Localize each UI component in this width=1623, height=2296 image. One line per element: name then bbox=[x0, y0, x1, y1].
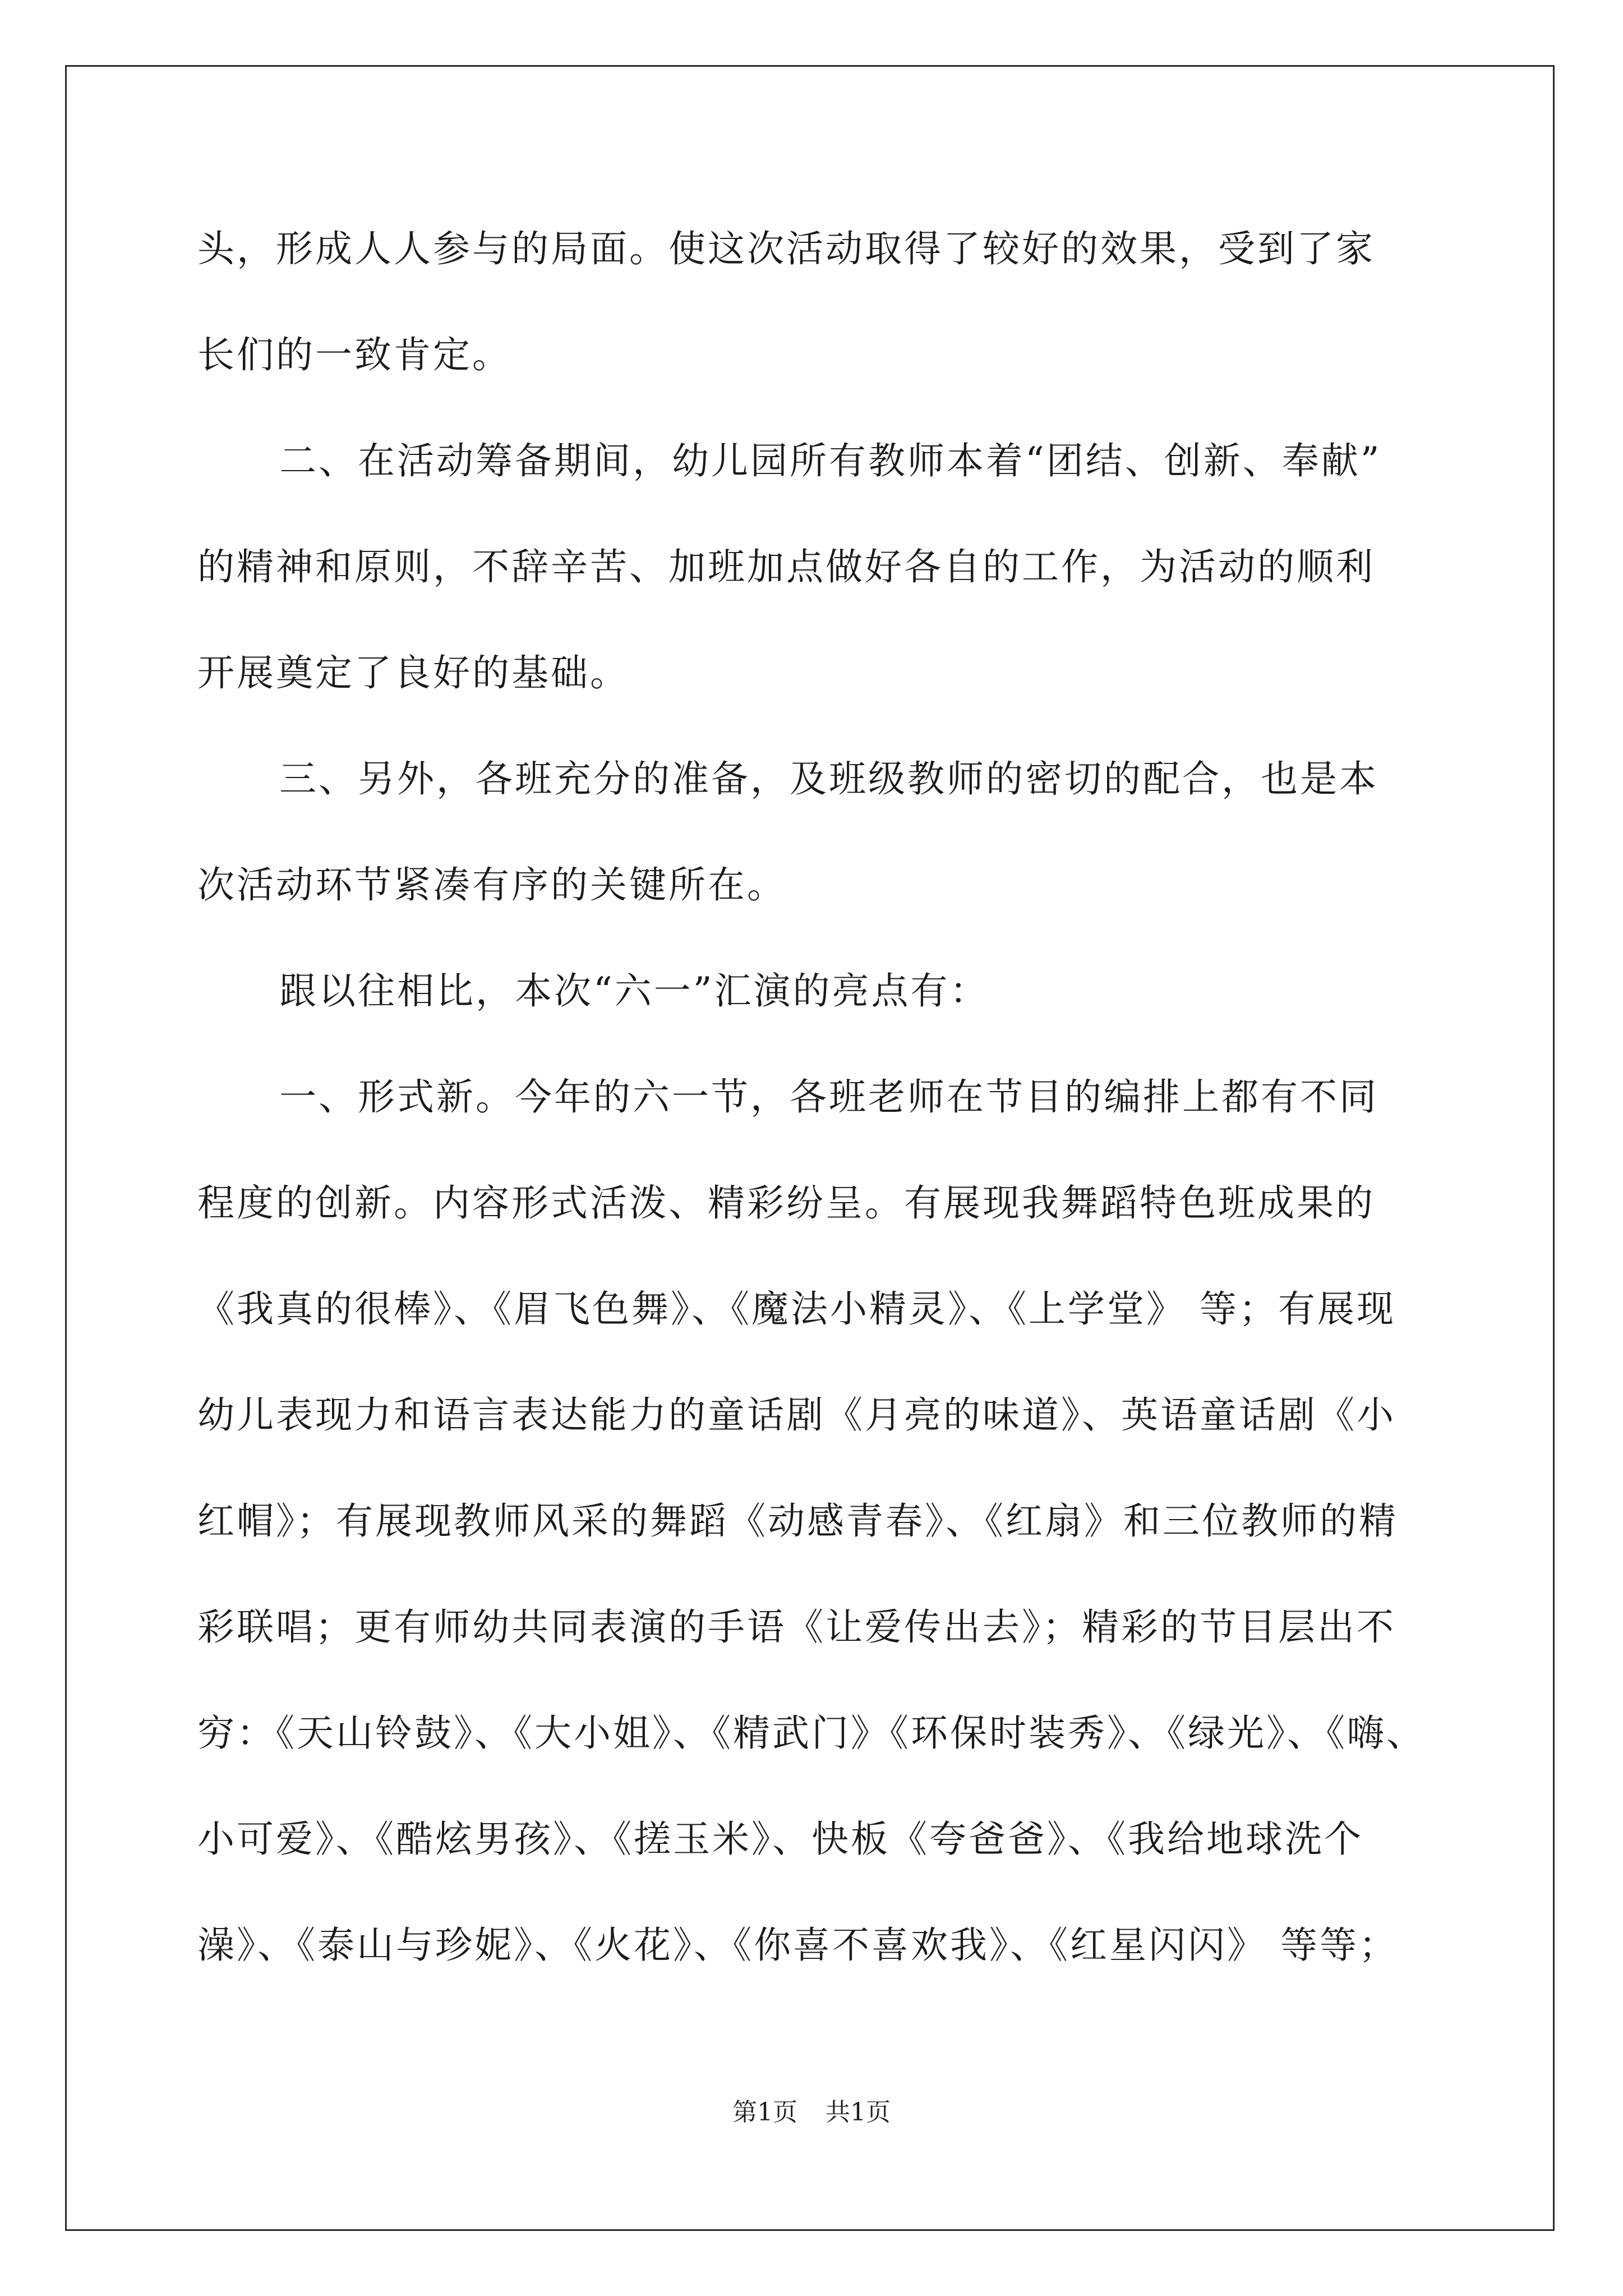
paragraph-start-line: 三、另外，各班充分的准备，及班级教师的密切的配合，也是本 bbox=[279, 757, 1378, 800]
document-body bbox=[197, 220, 1442, 2022]
page-number: 第1页 bbox=[732, 2098, 797, 2127]
text-line: 次活动环节紧凑有序的关键所在。 bbox=[197, 863, 786, 907]
text-line: 澡》、《泰山与珍妮》、《火花》、《你喜不喜欢我》、《红星闪闪》 等等； bbox=[197, 1924, 1398, 1967]
text-line: 开展奠定了良好的基础。 bbox=[197, 651, 629, 694]
text-line: 长们的一致肯定。 bbox=[197, 333, 511, 376]
text-line: 彩联唱；更有师幼共同表演的手语《让爱传出去》；精彩的节目层出不 bbox=[197, 1605, 1396, 1649]
text-line: 程度的创新。内容形式活泼、精彩纷呈。有展现我舞蹈特色班成果的 bbox=[197, 1181, 1375, 1225]
text-line: 头，形成人人参与的局面。使这次活动取得了较好的效果，受到了家 bbox=[197, 227, 1375, 270]
text-line: 小可爱》、《酷炫男孩》、《搓玉米》、快板《夸爸爸》、《我给地球洗个 bbox=[197, 1818, 1363, 1861]
text-line: 穷：《天山铃鼓》、《大小姐》、《精武门》《环保时装秀》、《绿光》、《嗨、 bbox=[197, 1711, 1426, 1755]
text-line: 红帽》；有展现教师风采的舞蹈《动感青春》、《红扇》和三位教师的精 bbox=[197, 1499, 1398, 1543]
page-total: 共1页 bbox=[826, 2098, 891, 2127]
paragraph-start-line: 二、在活动筹备期间，幼儿园所有教师本着“团结、创新、奉献” bbox=[279, 439, 1382, 482]
text-line: 幼儿表现力和语言表达能力的童话剧《月亮的味道》、英语童话剧《小 bbox=[197, 1393, 1396, 1437]
page-footer bbox=[0, 2097, 1623, 2128]
paragraph-start-line: 跟以往相比，本次“六一”汇演的亮点有： bbox=[279, 969, 989, 1013]
text-line: 的精神和原则，不辞辛苦、加班加点做好各自的工作，为活动的顺利 bbox=[197, 545, 1375, 588]
text-line: 《我真的很棒》、《眉飞色舞》、《魔法小精灵》、《上学堂》 等；有展现 bbox=[197, 1287, 1396, 1331]
paragraph-start-line: 一、形式新。今年的六一节，各班老师在节目的编排上都有不同 bbox=[279, 1075, 1378, 1119]
